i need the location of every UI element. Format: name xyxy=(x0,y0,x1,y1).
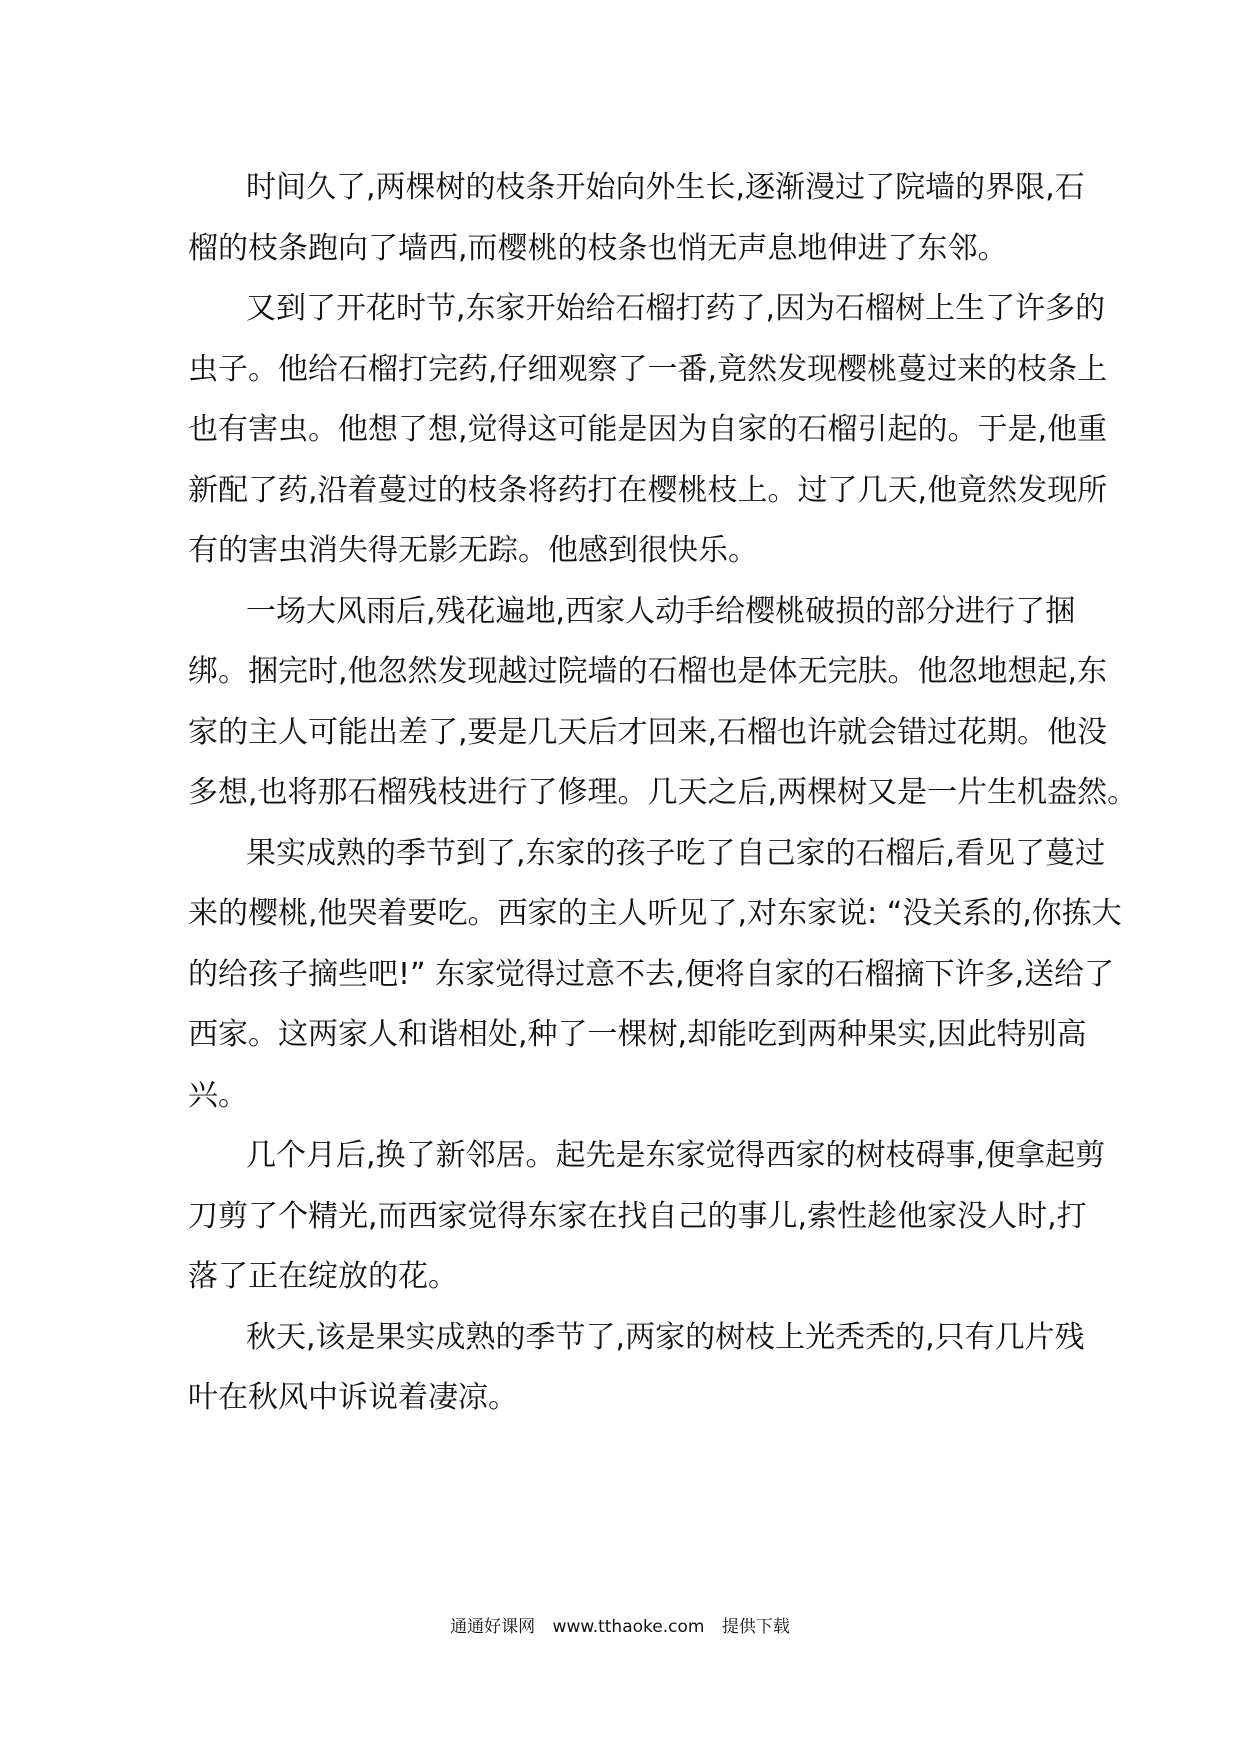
paragraph-line: 绑。捆完时,他忽然发现越过院墙的石榴也是体无完肤。他忽地想起,东 xyxy=(188,654,1108,689)
story-text xyxy=(188,158,1138,1429)
paragraph-line: 多想,也将那石榴残枝进行了修理。几天之后,两棵树又是一片生机盎然。 xyxy=(188,775,1138,810)
paragraph-line: 兴。 xyxy=(188,1077,248,1113)
paragraph-line: 叶在秋风中诉说着凄凉。 xyxy=(188,1380,518,1415)
paragraph-line: 秋天,该是果实成熟的季节了,两家的树枝上光秃秃的,只有几片残 xyxy=(246,1319,1085,1355)
paragraph-line: 果实成熟的季节到了,东家的孩子吃了自己家的石榴后,看见了蔓过 xyxy=(246,835,1106,871)
paragraph-line: 一场大风雨后,残花遍地,西家人动手给樱桃破损的部分进行了捆 xyxy=(246,593,1076,629)
paragraph-line: 落了正在绽放的花。 xyxy=(188,1259,458,1294)
footer-site-name: 通通好课网 xyxy=(450,1617,536,1637)
paragraph-line: 也有害虫。他想了想,觉得这可能是因为自家的石榴引起的。于是,他重 xyxy=(188,412,1108,447)
paragraph-line: 刀剪了个精光,而西家觉得东家在找自己的事儿,索性趁他家没人时,打 xyxy=(188,1198,1087,1234)
paragraph-line: 家的主人可能出差了,要是几天后才回来,石榴也许就会错过花期。他没 xyxy=(188,714,1108,750)
paragraph-line: 新配了药,沿着蔓过的枝条将药打在樱桃枝上。过了几天,他竟然发现所 xyxy=(188,472,1108,508)
paragraph-line: 虫子。他给石榴打完药,仔细观察了一番,竟然发现樱桃蔓过来的枝条上 xyxy=(188,351,1108,387)
paragraph-line: 有的害虫消失得无影无踪。他感到很快乐。 xyxy=(188,533,758,568)
paragraph-line: 的给孩子摘些吧!” 东家觉得过意不去,便将自家的石榴摘下许多,送给了 xyxy=(188,956,1115,992)
paragraph-line: 榴的枝条跑向了墙西,而樱桃的枝条也悄无声息地伸进了东邻。 xyxy=(188,230,1008,266)
paragraph-line: 又到了开花时节,东家开始给石榴打药了,因为石榴树上生了许多的 xyxy=(246,291,1106,326)
footer-url[interactable]: www.tthaoke.com xyxy=(552,1617,705,1637)
paragraph-line: 几个月后,换了新邻居。起先是东家觉得西家的树枝碍事,便拿起剪 xyxy=(246,1138,1106,1173)
paragraph-line: 时间久了,两棵树的枝条开始向外生长,逐渐漫过了院墙的界限,石 xyxy=(246,170,1085,205)
paragraph-line: 西家。这两家人和谐相处,种了一棵树,却能吃到两种果实,因此特别高 xyxy=(188,1017,1087,1052)
footer-note: 提供下载 xyxy=(721,1617,790,1637)
page-footer xyxy=(0,1612,1240,1637)
paragraph-line: 来的樱桃,他哭着要吃。西家的主人听见了,对东家说: “没关系的,你拣大 xyxy=(188,896,1122,931)
